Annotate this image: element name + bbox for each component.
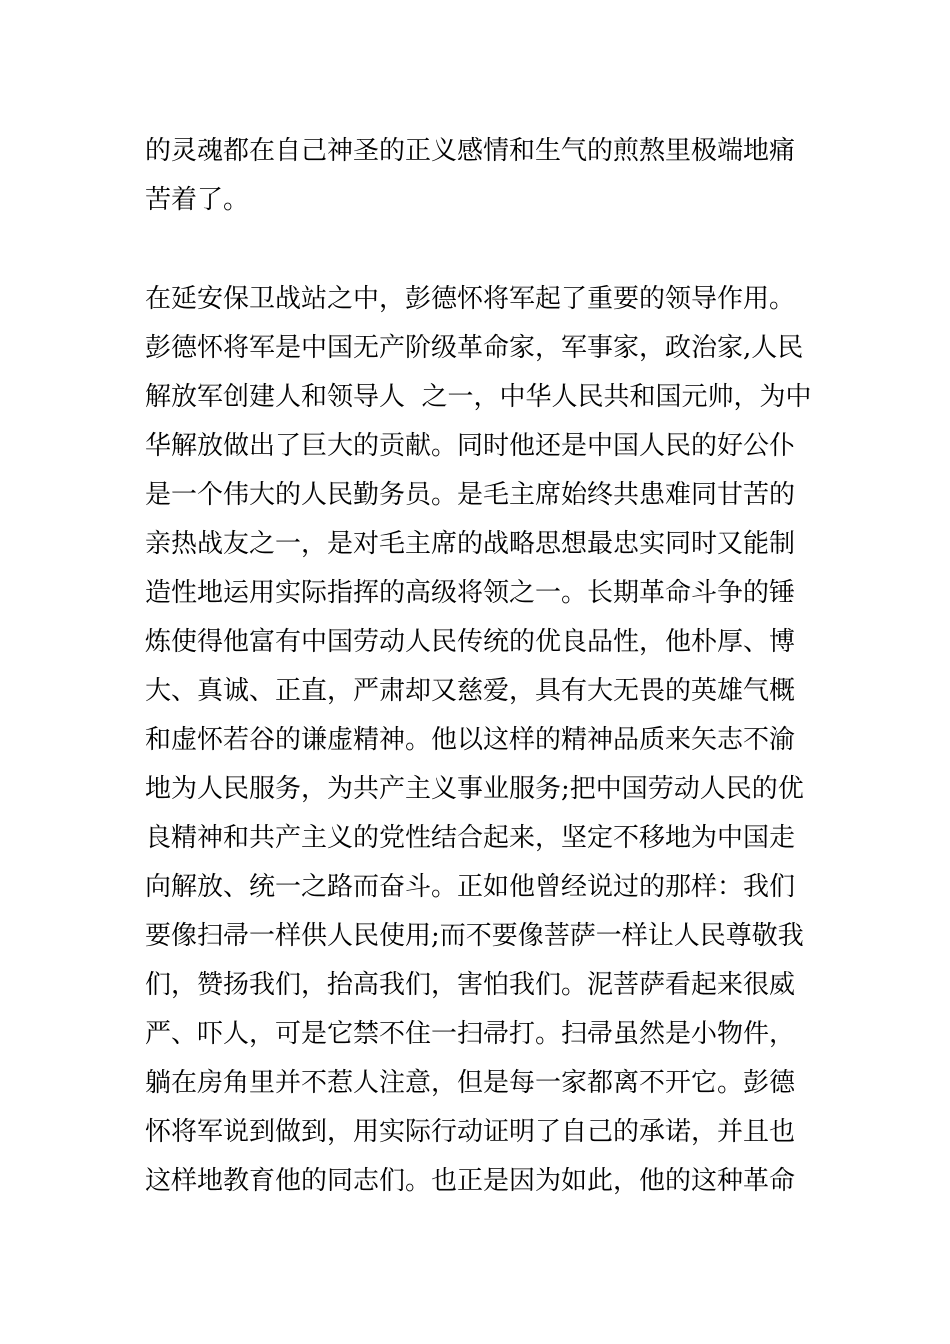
text-line: 造性地运用实际指挥的高级将领之一。长期革命斗争的锤 [145,578,796,608]
text-line: 是一个伟大的人民勤务员。是毛主席始终共患难同甘苦的 [145,480,796,510]
text-line: 要像扫帚一样供人民使用;而不要像菩萨一样让人民尊敬我 [145,921,804,951]
text-line: 解放军创建人和领导人 之一，中华人民共和国元帅，为中 [145,382,812,412]
text-line: 躺在房角里并不惹人注意，但是每一家都离不开它。彭德 [145,1068,796,1098]
text-line: 地为人民服务，为共产主义事业服务;把中国劳动人民的优 [145,774,804,804]
text-line: 在延安保卫战站之中，彭德怀将军起了重要的领导作用。 [145,284,796,314]
text-line: 严、吓人，可是它禁不住一扫帚打。扫帚虽然是小物件， [145,1019,796,1049]
text-line: 大、真诚、正直，严肃却又慈爱，具有大无畏的英雄气概 [145,676,796,706]
text-line: 和虚怀若谷的谦虚精神。他以这样的精神品质来矢志不渝 [145,725,796,755]
text-line: 这样地教育他的同志们。也正是因为如此，他的这种革命 [145,1166,796,1196]
text-line: 彭德怀将军是中国无产阶级革命家，军事家，政治家,人民 [145,333,804,363]
text-line: 怀将军说到做到，用实际行动证明了自己的承诺，并且也 [145,1117,796,1147]
text-line: 向解放、统一之路而奋斗。正如他曾经说过的那样：我们 [145,872,796,902]
text-line: 苦着了。 [145,185,250,215]
text-line: 们，赞扬我们，抬高我们，害怕我们。泥菩萨看起来很威 [145,970,796,1000]
text-line: 华解放做出了巨大的贡献。同时他还是中国人民的好公仆 [145,431,796,461]
text-line: 良精神和共产主义的党性结合起来，坚定不移地为中国走 [145,823,796,853]
text-line: 亲热战友之一，是对毛主席的战略思想最忠实同时又能制 [145,529,796,559]
text-line: 炼使得他富有中国劳动人民传统的优良品性，他朴厚、博 [145,627,796,657]
text-line: 的灵魂都在自己神圣的正义感情和生气的煎熬里极端地痛 [145,136,796,166]
